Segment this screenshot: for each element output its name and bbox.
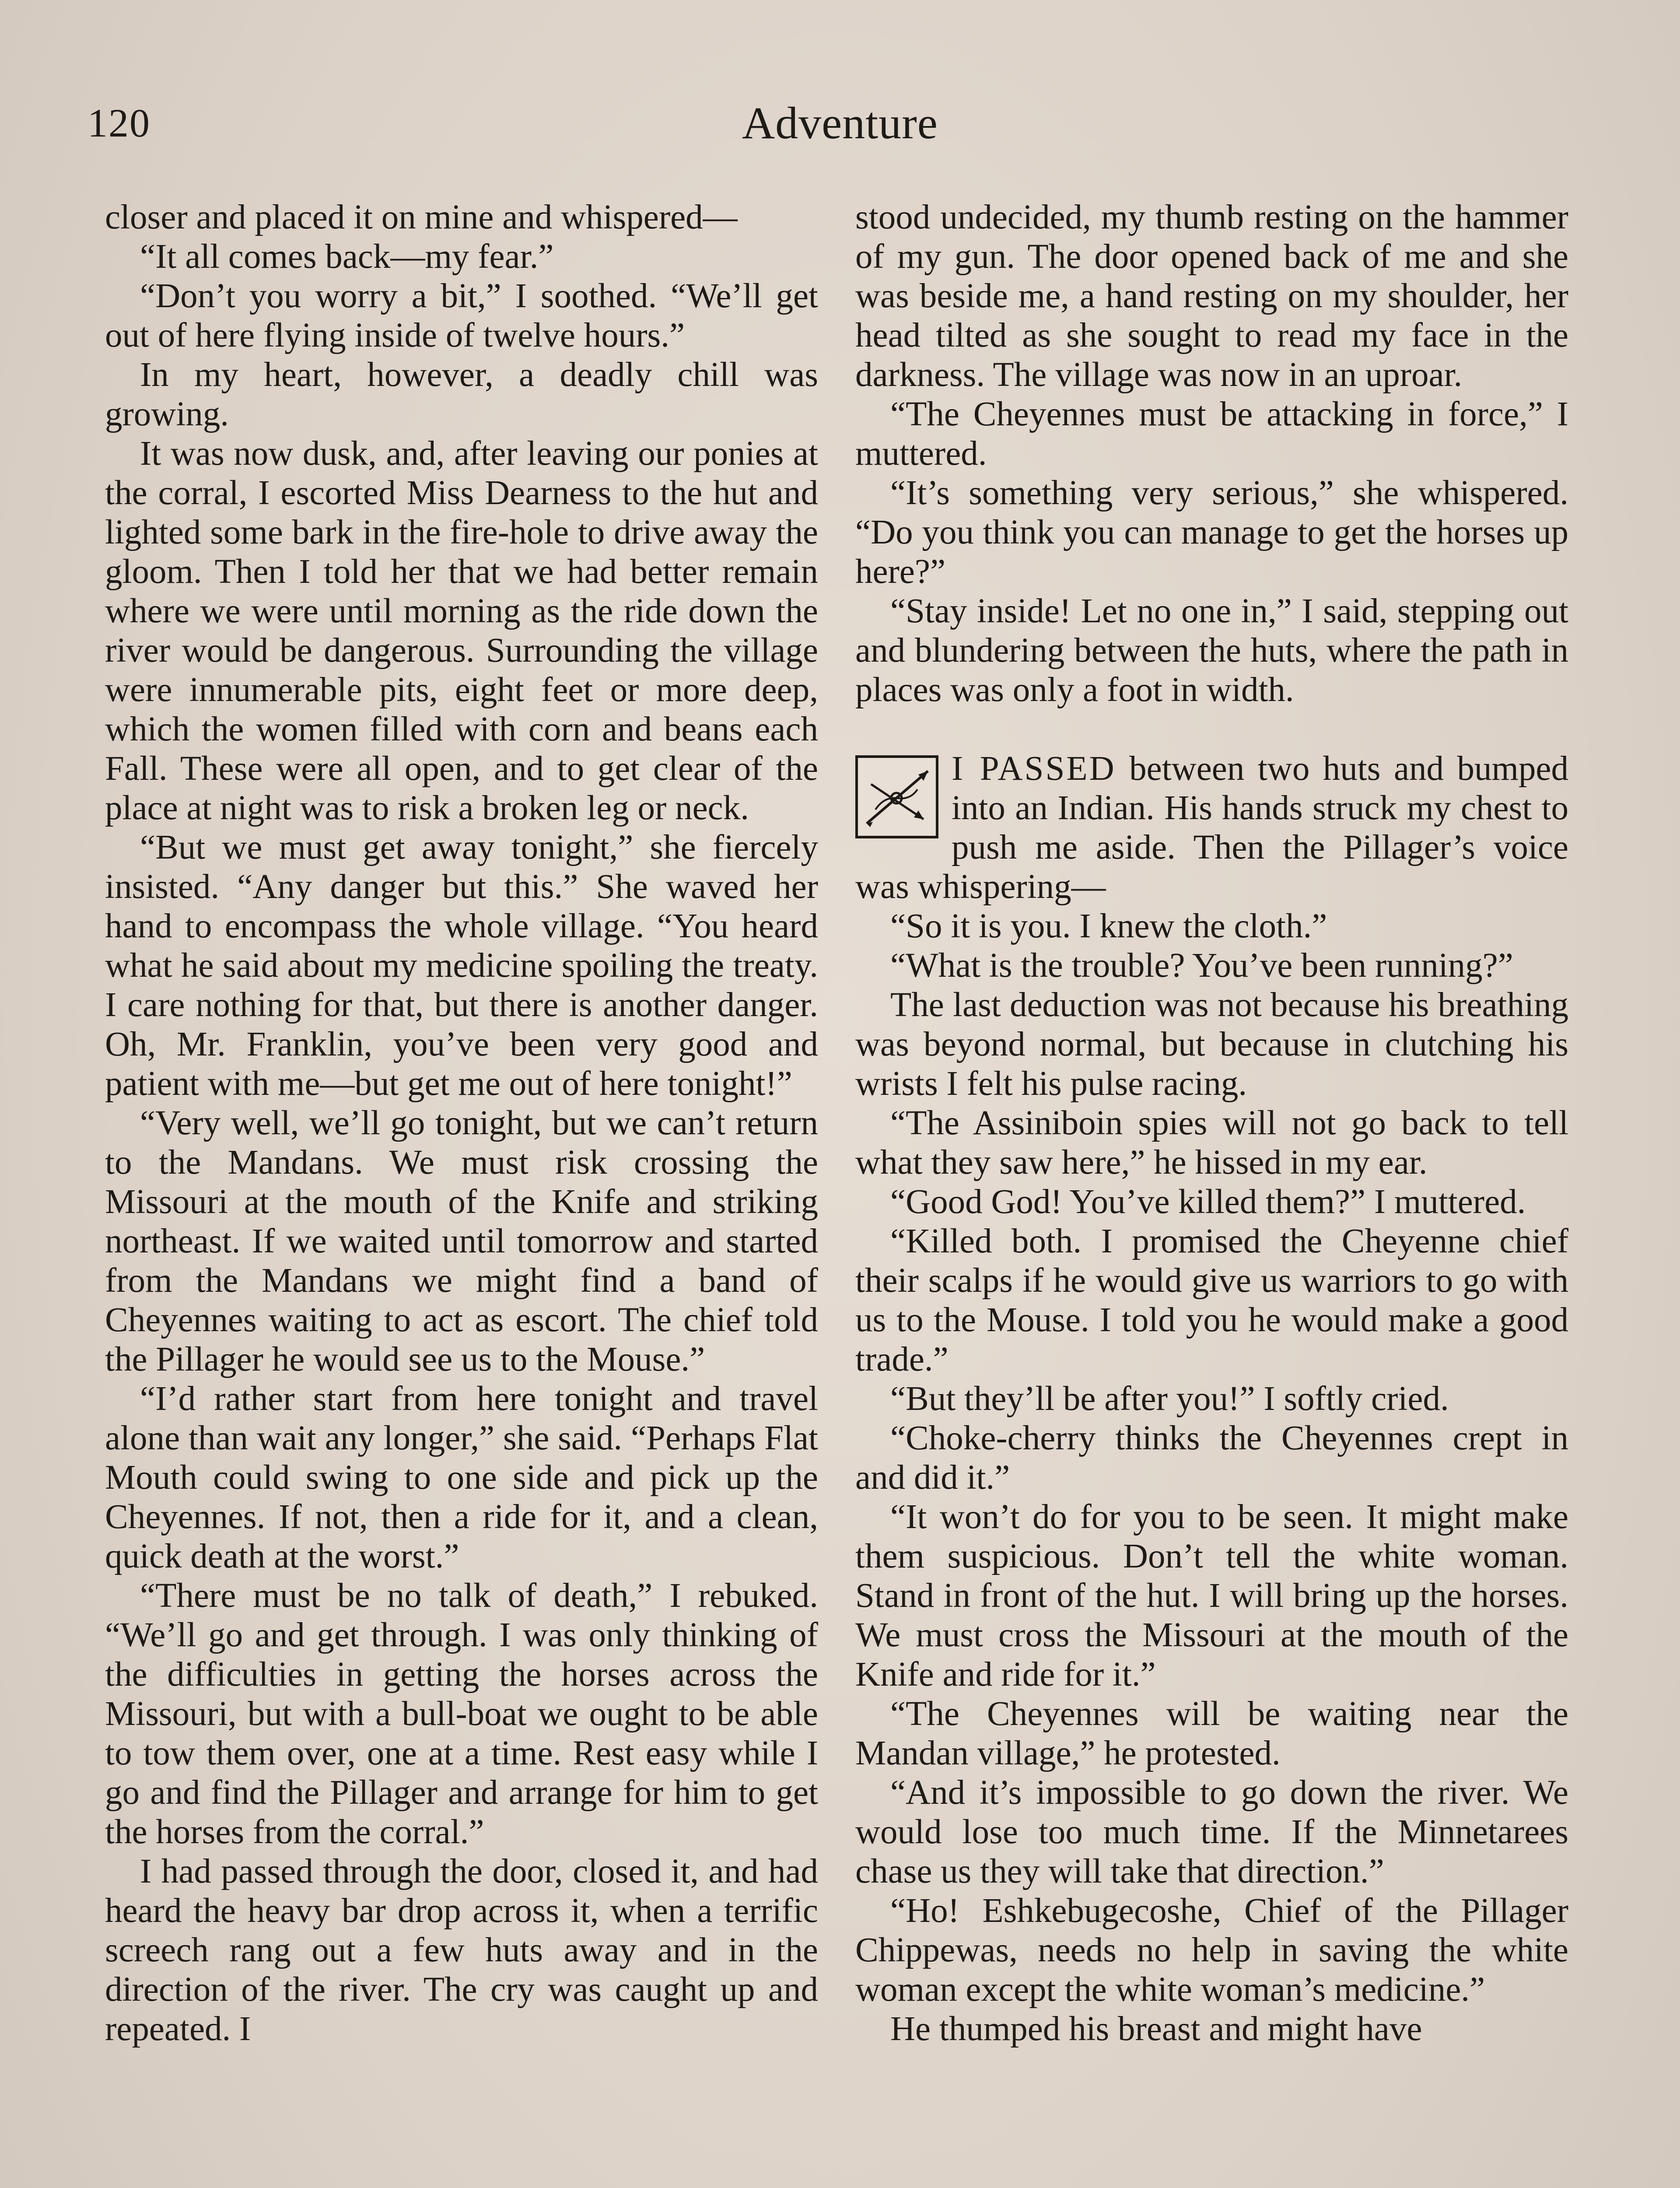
right-column [855,198,1568,2049]
paragraph: “Very well, we’ll go tonight, but we can’t return to the Mandans. We must risk crossing the Missouri at the mouth of the Knife and striking northeast. If we waited until tomorrow and started from the Mandans we might find a band of Cheyennes waiting to act as escort. The chief told the Pillager he would see us to the Mouse.” [105,1104,818,1378]
paragraph: closer and placed it on mine and whispered— [105,198,738,236]
paragraph: “There must be no talk of death,” I rebuked. “We’ll go and get through. I was only thinking of the difficulties in getting the horses across the Missouri, but with a bull-boat we ought to be able to tow them over, one at a time. Rest easy while I go and find the Pillager and arrange for him to get the horses from the corral.” [105,1577,818,1851]
paragraph: The last deduction was not because his breathing was beyond normal, but because in clutching his wrists I felt his pulse racing. [855,986,1568,1103]
right-column-bottom [855,907,1568,2049]
running-title: Adventure [742,98,938,148]
paragraph: “Killed both. I promised the Cheyenne chief their scalps if he would give us warriors to go with us to the Mouse. I told you he would make a good trade.” [855,1222,1568,1378]
paragraph: “So it is you. I knew the cloth.” [890,907,1327,945]
paragraph: “Choke-cherry thinks the Cheyennes crept in and did it.” [855,1419,1568,1497]
paragraph: “Good God! You’ve killed them?” I muttered. [890,1183,1526,1221]
paragraph: “The Cheyennes will be waiting near the Mandan village,” he protested. [855,1695,1568,1772]
paragraph: “But we must get away tonight,” she fiercely insisted. “Any danger but this.” She waved her hand to encompass the whole village. “You heard what he said about my medicine spoiling the treaty. I care nothing for that, but there is another danger. Oh, Mr. Franklin, you’ve been very good and patient with me—but get me out of here tonight!” [105,828,818,1103]
drop-words: I PASSED [952,750,1116,788]
paragraph: He thumped his breast and might have [890,2010,1422,2048]
section-break [855,710,1568,749]
paragraph: “Don’t you worry a bit,” I soothed. “We’ll get out of here flying inside of twelve hours.” [105,277,818,354]
crossed-arrows-icon [855,755,938,838]
paragraph: “It’s something very serious,” she whispered. “Do you think you can manage to get the horses up here?” [855,474,1568,591]
paragraph: It was now dusk, and, after leaving our ponies at the corral, I escorted Miss Dearness to the hut and lighted some bark in the fire-hole to drive away the gloom. Then I told her that we had better remain where we were until morning as the ride down the river would be dangerous. Surrounding the village were innumerable pits, eight feet or more deep, which the women filled with corn and beans each Fall. These were all open, and to get clear of the place at night was to risk a broken leg or neck. [105,435,818,827]
paragraph: stood undecided, my thumb resting on the hammer of my gun. The door opened back of me and she was beside me, a hand resting on my shoulder, her head tilted as she sought to read my face in the darkness. The village was now in an uproar. [855,198,1568,394]
paragraph: “I’d rather start from here tonight and travel alone than wait any longer,” she said. “Perhaps Flat Mouth could swing to one side and pick up the Cheyennes. If not, then a ride for it, and a clean, quick death at the worst.” [105,1380,818,1575]
paragraph: “It all comes back—my fear.” [140,238,554,276]
section-opening-paragraph [855,749,1568,907]
paragraph: “The Cheyennes must be attacking in force,” I muttered. [855,395,1568,473]
paragraph: “But they’ll be after you!” I softly cried. [890,1380,1449,1418]
paragraph: I had passed through the door, closed it, and had heard the heavy bar drop across it, when a terrific screech rang out a few huts away and in the direction of the river. The cry was caught up and repeated. I [105,1852,818,2048]
page-number: 120 [88,101,150,145]
paragraph: In my heart, however, a deadly chill was growing. [105,356,818,433]
paragraph: “The Assiniboin spies will not go back to tell what they saw here,” he hissed in my ear. [855,1104,1568,1182]
paragraph: “What is the trouble? You’ve been running?” [890,947,1513,985]
left-column [105,198,818,2049]
paragraph: “Ho! Eshkebugecoshe, Chief of the Pillager Chippewas, needs no help in saving the white woman except the white woman’s medicine.” [855,1892,1568,2009]
paragraph: “Stay inside! Let no one in,” I said, stepping out and blundering between the huts, where the path in places was only a foot in width. [855,592,1568,709]
drop-paragraph-text: between two huts and bumped into an Indian. His hands struck my chest to push me aside. Then the Pillager’s voice was whispering— [855,750,1568,906]
right-column-top [855,198,1568,710]
paragraph: “It won’t do for you to be seen. It might make them suspicious. Don’t tell the white woman. Stand in front of the hut. I will bring up the horses. We must cross the Missouri at the mouth of the Knife and ride for it.” [855,1498,1568,1694]
paragraph: “And it’s impossible to go down the river. We would lose too much time. If the Minnetarees chase us they will take that direction.” [855,1774,1568,1890]
